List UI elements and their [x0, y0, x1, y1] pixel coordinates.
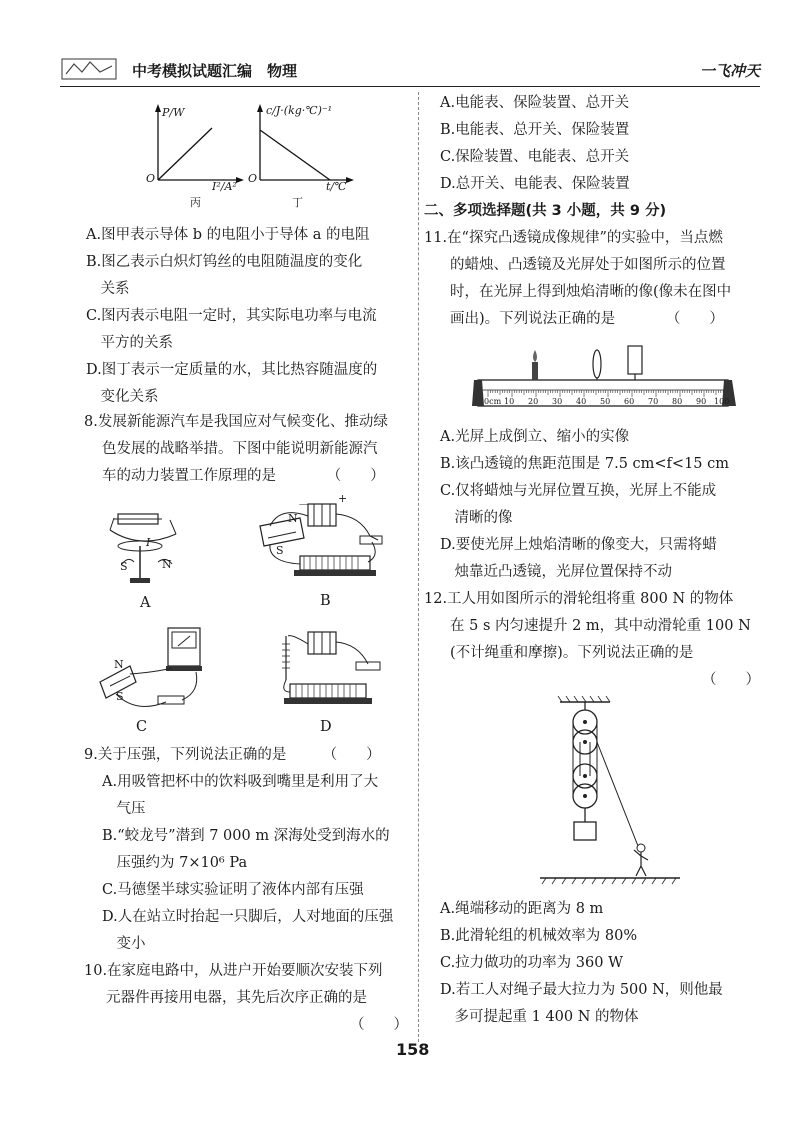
- q8-fig-a-s: S: [120, 560, 128, 573]
- q11-stem-line-3: 时，在光屏上得到烛焰清晰的像(像未在图中: [450, 284, 732, 300]
- q8-fig-c-s: S: [116, 690, 124, 703]
- graph-bing: [130, 100, 250, 210]
- q7-option-d: D.图丁表示一定质量的水，其比热容随温度的: [86, 362, 378, 378]
- ruler-tick-90: 90: [696, 397, 707, 406]
- q10-stem-line-1: 10.在家庭电路中，从进户开始要顺次安装下列: [84, 963, 383, 979]
- q8-figure-b: [250, 492, 390, 616]
- q9-option-b: B.“蛟龙号”潜到 7 000 m 深海处受到海水的: [102, 828, 390, 844]
- q8-stem-line-2: 色发展的战略举措。下图中能说明新能源汽: [102, 441, 378, 457]
- graph-bing-ylabel: P/W: [162, 106, 185, 119]
- q7-option-c-cont: 平方的关系: [86, 335, 173, 351]
- q8-stem-line-1: 8.发展新能源汽车是我国应对气候变化、推动绿: [84, 414, 388, 430]
- q11-options: [440, 424, 770, 586]
- q7-options: [86, 222, 412, 411]
- q12-stem-line-1: 12.工人用如图所示的滑轮组将重 800 N 的物体: [424, 591, 734, 607]
- ruler-tick-20: 20: [528, 397, 539, 406]
- q7-option-a: A.图甲表示导体 b 的电阻小于导体 a 的电阻: [86, 227, 370, 243]
- q12-options: [440, 896, 770, 1031]
- q12-pulley-figure: [540, 696, 680, 886]
- q8-figure-d: [250, 622, 390, 740]
- ruler-labels: [470, 397, 740, 409]
- q7-option-c: C.图丙表示电阻一定时，其实际电功率与电流: [86, 308, 377, 324]
- q8-figure-a: [100, 500, 200, 615]
- q10-option-d: D.总开关、电能表、保险装置: [440, 176, 630, 192]
- q10-stem: [84, 958, 414, 1039]
- page-header: [60, 52, 760, 90]
- q9-option-b-cont: 压强约为 7×10⁶ Pa: [102, 855, 248, 871]
- q8-fig-b-plus: +: [338, 492, 348, 505]
- header-title: 中考模拟试题汇编 物理: [132, 62, 298, 80]
- q12-option-a: A.绳端移动的距离为 8 m: [440, 901, 604, 917]
- q8-fig-c-label: C: [136, 719, 148, 735]
- q10-stem-line-2: 元器件再接用电器，其先后次序正确的是: [106, 990, 367, 1006]
- q8-fig-b-minus: －: [298, 498, 309, 511]
- graph-bing-xlabel: I²/A²: [212, 180, 237, 193]
- q9-block: [84, 742, 414, 958]
- ruler-tick-70: 70: [648, 397, 659, 406]
- q11-option-d-cont: 烛靠近凸透镜，光屏位置保持不动: [440, 564, 672, 580]
- q10-option-b: B.电能表、总开关、保险装置: [440, 122, 630, 138]
- q11-option-c-cont: 清晰的像: [440, 510, 513, 526]
- ruler-tick-10: 10: [504, 397, 515, 406]
- q8-stem-line-3: 车的动力装置工作原理的是 （ ）: [102, 468, 385, 484]
- q12-stem-bracket: （ ）: [702, 672, 760, 688]
- q8-fig-b-n: N: [288, 512, 298, 525]
- ruler-tick-60: 60: [624, 397, 635, 406]
- q9-option-a-cont: 气压: [102, 801, 146, 817]
- graph-ding-origin: O: [248, 172, 258, 185]
- q10-stem-bracket: （ ）: [350, 1017, 408, 1033]
- q9-stem: 9.关于压强，下列说法正确的是 （ ）: [84, 747, 381, 763]
- q8-fig-d-label: D: [320, 719, 332, 735]
- q11-optical-bench: [470, 340, 740, 415]
- q11-stem-line-2: 的蜡烛、凸透镜及光屏处于如图所示的位置: [450, 257, 726, 273]
- q11-stem-line-1: 11.在“探究凸透镜成像规律”的实验中，当点燃: [424, 230, 723, 246]
- q8-fig-c-n: N: [114, 658, 124, 671]
- q12-stem: [424, 586, 764, 694]
- q8-fig-a-label: A: [140, 595, 151, 611]
- q8-figure-c: [96, 622, 216, 740]
- q7-option-b: B.图乙表示白炽灯钨丝的电阻随温度的变化: [86, 254, 363, 270]
- q7-option-d-cont: 变化关系: [86, 389, 159, 405]
- ruler-tick-40: 40: [576, 397, 587, 406]
- q9-option-d-cont: 变小: [102, 936, 146, 952]
- graph-bing-origin: O: [146, 172, 156, 185]
- q10-option-c: C.保险装置、电能表、总开关: [440, 149, 630, 165]
- q11-stem: [424, 225, 764, 333]
- ruler-tick-30: 30: [552, 397, 563, 406]
- q8-fig-a-n: N: [162, 558, 172, 571]
- header-logo-icon: [60, 56, 120, 82]
- q12-option-d: D.若工人对绳子最大拉力为 500 N，则他最: [440, 982, 723, 998]
- q8-stem: [84, 409, 414, 490]
- q11-option-a: A.光屏上成倒立、缩小的实像: [440, 429, 630, 445]
- q11-option-d: D.要使光屏上烛焰清晰的像变大，只需将蜡: [440, 537, 717, 553]
- ruler-unit-label: 0cm: [484, 397, 502, 406]
- q12-option-d-cont: 多可提起重 1 400 N 的物体: [440, 1009, 639, 1025]
- ruler-tick-100: 100: [714, 397, 730, 406]
- q11-option-b: B.该凸透镜的焦距范围是 7.5 cm<f<15 cm: [440, 456, 730, 472]
- ruler-tick-50: 50: [600, 397, 611, 406]
- q8-fig-b-label: B: [320, 593, 331, 609]
- q11-stem-line-4: 画出)。下列说法正确的是 （ ）: [450, 311, 724, 327]
- column-divider: [418, 92, 419, 1042]
- q10-options: [440, 90, 760, 198]
- graph-ding: [240, 100, 370, 210]
- section-2-heading: 二、多项选择题(共 3 小题，共 9 分): [424, 203, 667, 219]
- graph-ding-caption: 丁: [292, 196, 303, 209]
- q9-option-d: D.人在站立时抬起一只脚后，人对地面的压强: [102, 909, 394, 925]
- q10-option-a: A.电能表、保险装置、总开关: [440, 95, 630, 111]
- ruler-tick-80: 80: [672, 397, 683, 406]
- graph-ding-xlabel: t/℃: [326, 180, 347, 193]
- q8-fig-a-i: I: [146, 536, 151, 549]
- page-number: 158: [396, 1040, 430, 1059]
- q12-stem-line-2: 在 5 s 内匀速提升 2 m，其中动滑轮重 100 N: [450, 618, 751, 634]
- graph-bing-caption: 丙: [190, 196, 201, 209]
- q12-option-b: B.此滑轮组的机械效率为 80%: [440, 928, 638, 944]
- header-brand: 一飞冲天: [699, 62, 760, 80]
- q12-stem-line-3: (不计绳重和摩擦)。下列说法正确的是: [450, 645, 694, 661]
- q8-fig-b-s: S: [276, 544, 284, 557]
- q7-option-b-cont: 关系: [86, 281, 130, 297]
- q12-option-c: C.拉力做功的功率为 360 W: [440, 955, 623, 971]
- graph-ding-ylabel: c/J·(kg·℃)⁻¹: [266, 104, 333, 117]
- q9-option-a: A.用吸管把杯中的饮料吸到嘴里是利用了大: [102, 774, 379, 790]
- q11-option-c: C.仅将蜡烛与光屏位置互换，光屏上不能成: [440, 483, 717, 499]
- q9-option-c: C.马德堡半球实验证明了液体内部有压强: [102, 882, 364, 898]
- header-rule: [60, 86, 760, 87]
